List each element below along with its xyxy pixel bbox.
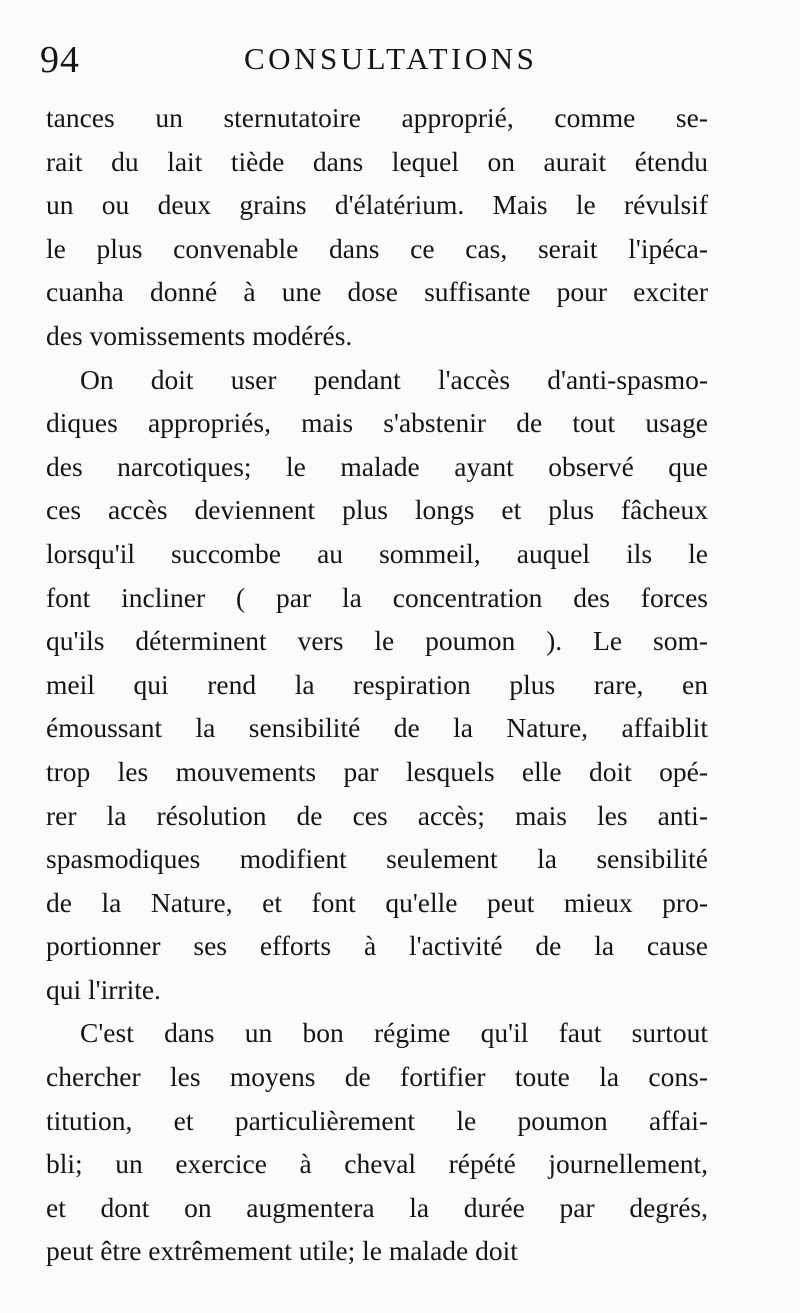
text-line: émoussant la sensibilité de la Nature, affaiblit	[46, 712, 708, 744]
text-line: le plus convenable dans ce cas, serait l'ipéca-	[46, 232, 708, 264]
text-line: diques appropriés, mais s'abstenir de tout usage	[46, 407, 708, 439]
paragraph	[46, 358, 708, 1012]
text-line: trop les mouvements par lesquels elle doit opé-	[46, 755, 708, 787]
running-title: CONSULTATIONS	[244, 41, 538, 76]
paragraph	[46, 96, 708, 358]
text-line: ces accès deviennent plus longs et plus fâcheux	[46, 494, 708, 526]
page-header	[40, 38, 720, 88]
text-line: lorsqu'il succombe au sommeil, auquel ils le	[46, 537, 708, 569]
paragraph	[46, 1011, 708, 1273]
text-line: C'est dans un bon régime qu'il faut surtout	[80, 1017, 708, 1049]
text-line: rait du lait tiède dans lequel on aurait étendu	[46, 145, 708, 177]
text-line: chercher les moyens de fortifier toute la cons-	[46, 1061, 708, 1093]
text-line: titution, et particulièrement le poumon affai-	[46, 1104, 708, 1136]
text-line: On doit user pendant l'accès d'anti-spasmo-	[80, 363, 708, 395]
text-line: bli; un exercice à cheval répété journellement,	[46, 1148, 708, 1180]
text-line: spasmodiques modifient seulement la sensibilité	[46, 843, 708, 875]
text-line: qu'ils déterminent vers le poumon ). Le som-	[46, 625, 708, 657]
text-line: font incliner ( par la concentration des forces	[46, 581, 708, 613]
text-line: portionner ses efforts à l'activité de la cause	[46, 930, 708, 962]
text-line: qui l'irrite.	[46, 973, 161, 1005]
text-line: et dont on augmentera la durée par degrés,	[46, 1191, 708, 1223]
text-line: meil qui rend la respiration plus rare, en	[46, 668, 708, 700]
body-text	[46, 96, 708, 1273]
text-line: de la Nature, et font qu'elle peut mieux pro-	[46, 886, 708, 918]
text-line: tances un sternutatoire approprié, comme se-	[46, 102, 708, 133]
page-number: 94	[40, 39, 80, 81]
text-line: peut être extrêmement utile; le malade doit	[46, 1235, 518, 1267]
text-line: des narcotiques; le malade ayant observé que	[46, 450, 708, 482]
text-line: rer la résolution de ces accès; mais les anti-	[46, 799, 708, 831]
text-line: un ou deux grains d'élatérium. Mais le révulsif	[46, 189, 708, 221]
text-line: des vomissements modérés.	[46, 319, 353, 351]
text-line: cuanha donné à une dose suffisante pour exciter	[46, 276, 708, 308]
